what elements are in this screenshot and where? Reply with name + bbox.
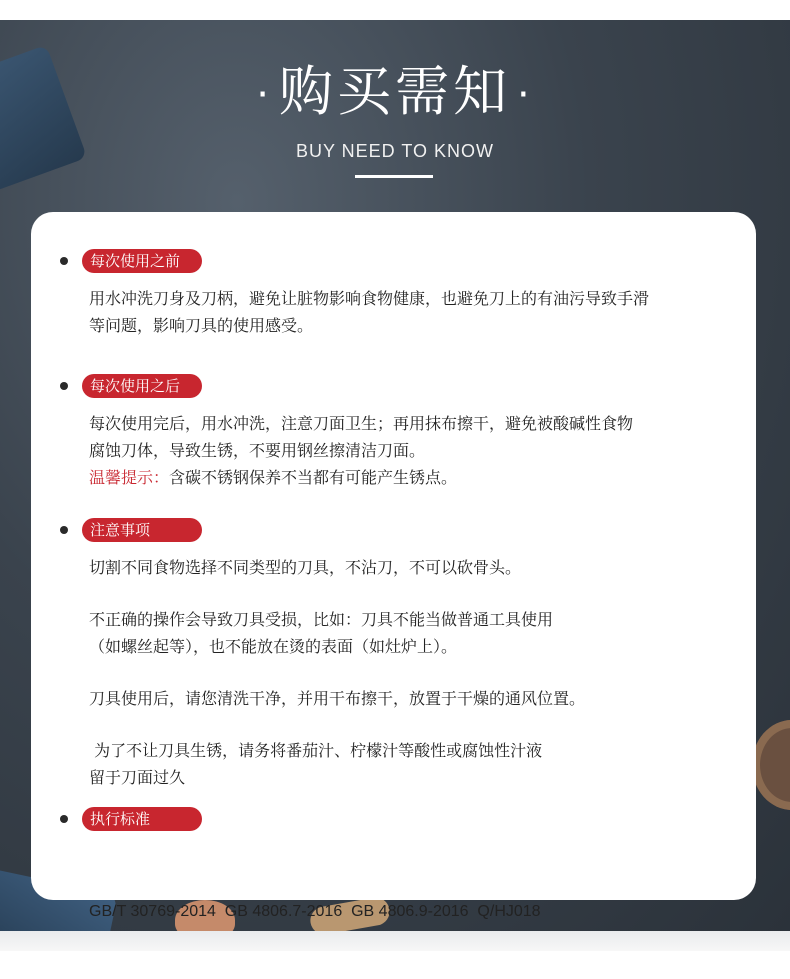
text-line: 等问题，影响刀具的使用感受。: [89, 316, 314, 335]
text-line: 为了不让刀具生锈，请务将番茄汁、柠檬汁等酸性或腐蚀性汁液: [89, 741, 543, 760]
tip-label: 温馨提示：: [89, 468, 170, 487]
section-tag: 每次使用之后: [82, 374, 202, 398]
title-dot-left: ·: [256, 72, 273, 119]
spacer: [89, 712, 729, 737]
tip-text: 含碳不锈钢保养不当都有可能产生锈点。: [169, 468, 458, 487]
section-text: [89, 410, 729, 491]
info-card: [31, 212, 756, 920]
bullet-dot: [60, 257, 68, 265]
text-line: （如螺丝起等），也不能放在烫的表面（如灶炉上）。: [89, 637, 458, 656]
warm-tip: [89, 464, 729, 491]
bullet-dot: [60, 526, 68, 534]
text-line: 不正确的操作会导致刀具受损，比如：刀具不能当做普通工具使用: [89, 610, 554, 629]
title-text: 购买需知: [279, 60, 511, 123]
text-line: 留于刀面过久: [89, 768, 186, 787]
section-text: [89, 285, 729, 339]
bowl-decoration: [752, 720, 790, 810]
bullet-dot: [60, 382, 68, 390]
section-tag: 每次使用之前: [82, 249, 202, 273]
bullet-dot: [60, 815, 68, 823]
text-line: 用水冲洗刀身及刀柄，避免让脏物影响食物健康，也避免刀上的有油污导致手滑: [89, 289, 650, 308]
page-header: [0, 62, 790, 162]
title-underline: [355, 175, 433, 178]
page-subtitle: BUY NEED TO KNOW: [295, 141, 495, 162]
text-line: 每次使用完后，用水冲洗，注意刀面卫生；再用抹布擦干，避免被酸碱性食物: [89, 414, 634, 433]
section-tag: 注意事项: [82, 518, 202, 542]
text-line: 切割不同食物选择不同类型的刀具，不沾刀，不可以砍骨头。: [89, 558, 522, 577]
section-text: [89, 844, 729, 979]
standards-line: GB/T 30769-2014 GB 4806.7-2016 GB 4806.9-2016 Q/HJ018: [89, 903, 541, 920]
section-text: [89, 554, 729, 791]
text-line: 刀具使用后，请您清洗干净，并用干布擦干，放置于干燥的通风位置。: [89, 689, 586, 708]
spacer: [89, 581, 729, 606]
title-dot-right: ·: [517, 72, 534, 119]
page-title: [0, 62, 790, 125]
spacer: [89, 660, 729, 685]
text-line: 腐蚀刀体，导致生锈，不要用钢丝擦清洁刀面。: [89, 441, 426, 460]
section-tag: 执行标准: [82, 807, 202, 831]
